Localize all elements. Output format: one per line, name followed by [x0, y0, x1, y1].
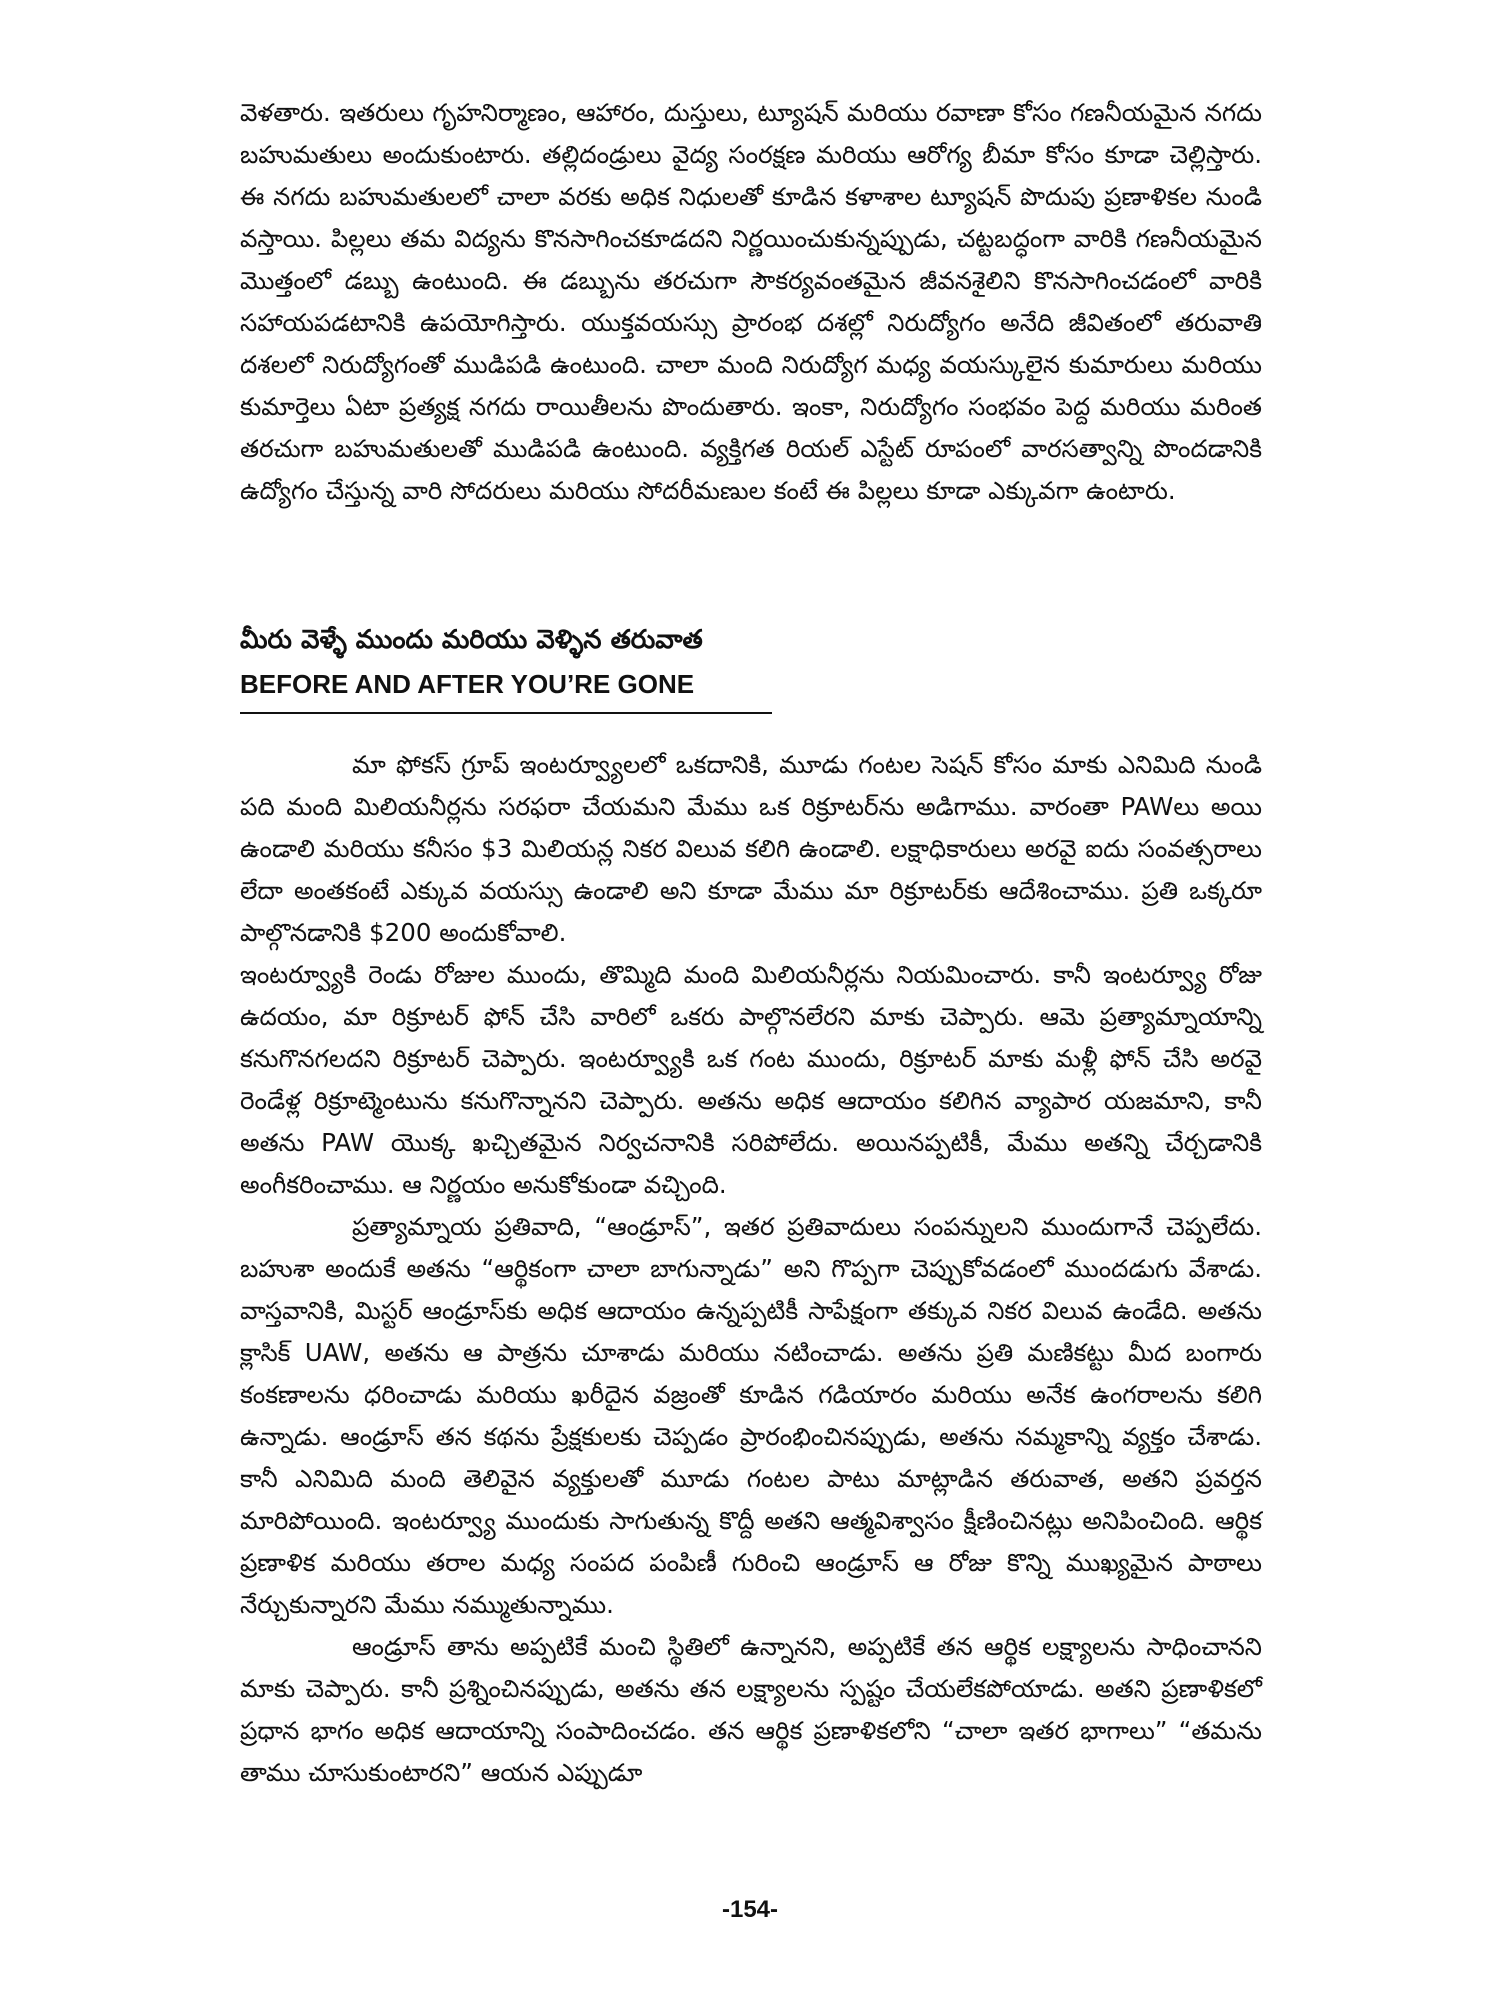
intro-block — [240, 92, 1262, 512]
intro-paragraph: వెళతారు. ఇతరులు గృహనిర్మాణం, ఆహారం, దుస్తులు, ట్యూషన్ మరియు రవాణా కోసం గణనీయమైన నగదు బహుమతులు అందుకుంటారు. తల్లిదండ్రులు వైద్య సంరక్షణ మరియు ఆరోగ్య బీమా కోసం కూడా చెల్లిస్తారు. ఈ నగదు బహుమతులలో చాలా వరకు అధిక నిధులతో కూడిన కళాశాల ట్యూషన్ పొదుపు ప్రణాళికల నుండి వస్తాయి. పిల్లలు తమ విద్యను కొనసాగించకూడదని నిర్ణయించుకున్నప్పుడు, చట్టబద్ధంగా వారికి గణనీయమైన మొత్తంలో డబ్బు ఉంటుంది. ఈ డబ్బును తరచుగా సౌకర్యవంతమైన జీవనశైలిని కొనసాగించడంలో వారికి సహాయపడటానికి ఉపయోగిస్తారు. యుక్తవయస్సు ప్రారంభ దశల్లో నిరుద్యోగం అనేది జీవితంలో తరువాతి దశలలో నిరుద్యోగంతో ముడిపడి ఉంటుంది. చాలా మంది నిరుద్యోగ మధ్య వయస్కులైన కుమారులు మరియు కుమార్తెలు ఏటా ప్రత్యక్ష నగదు రాయితీలను పొందుతారు. ఇంకా, నిరుద్యోగం సంభవం పెద్ద మరియు మరింత తరచుగా బహుమతులతో ముడిపడి ఉంటుంది. వ్యక్తిగత రియల్ ఎస్టేట్ రూపంలో వారసత్వాన్ని పొందడానికి ఉద్యోగం చేస్తున్న వారి సోదరులు మరియు సోదరీమణుల కంటే ఈ పిల్లలు కూడా ఎక్కువగా ఉంటారు. — [240, 98, 1262, 505]
page-number: -154- — [721, 1896, 779, 1923]
body-paragraph: ప్రత్యామ్నాయ ప్రతివాది, “ఆండ్రూస్”, ఇతర ప్రతివాదులు సంపన్నులని ముందుగానే చెప్పలేదు. బహుశా అందుకే అతను “ఆర్థికంగా చాలా బాగున్నాడు” అని గొప్పగా చెప్పుకోవడంలో ముందడుగు వేశాడు. వాస్తవానికి, మిస్టర్ ఆండ్రూస్‌కు అధిక ఆదాయం ఉన్నప్పటికీ సాపేక్షంగా తక్కువ నికర విలువ ఉండేది. అతను క్లాసిక్ UAW, అతను ఆ పాత్రను చూశాడు మరియు నటించాడు. అతను ప్రతి మణికట్టు మీద బంగారు కంకణాలను ధరించాడు మరియు ఖరీదైన వజ్రంతో కూడిన గడియారం మరియు అనేక ఉంగరాలను కలిగి ఉన్నాడు. ఆండ్రూస్ తన కథను ప్రేక్షకులకు చెప్పడం ప్రారంభించినప్పుడు, అతను నమ్మకాన్ని వ్యక్తం చేశాడు. కానీ ఎనిమిది మంది తెలివైన వ్యక్తులతో మూడు గంటల పాటు మాట్లాడిన తరువాత, అతని ప్రవర్తన మారిపోయింది. ఇంటర్వ్యూ ముందుకు సాగుతున్న కొద్దీ అతని ఆత్మవిశ్వాసం క్షీణించినట్లు అనిపించింది. ఆర్థిక ప్రణాళిక మరియు తరాల మధ్య సంపద పంపిణీ గురించి ఆండ్రూస్ ఆ రోజు కొన్ని ముఖ్యమైన పాఠాలు నేర్చుకున్నారని మేము నమ్ముతున్నాము. — [240, 1212, 1262, 1619]
section-title-english: BEFORE AND AFTER YOU’RE GONE — [240, 669, 695, 699]
body-block — [240, 744, 1262, 1794]
body-paragraph: ఆండ్రూస్ తాను అప్పటికే మంచి స్థితిలో ఉన్నానని, అప్పటికే తన ఆర్థిక లక్ష్యాలను సాధించానని మాకు చెప్పారు. కానీ ప్రశ్నించినప్పుడు, అతను తన లక్ష్యాలను స్పష్టం చేయలేకపోయాడు. అతని ప్రణాళికలో ప్రధాన భాగం అధిక ఆదాయాన్ని సంపాదించడం. తన ఆర్థిక ప్రణాళికలోని “చాలా ఇతర భాగాలు” “తమను తాము చూసుకుంటారని” ఆయన ఎప్పుడూ — [240, 1632, 1262, 1787]
section-title-underline — [240, 712, 772, 714]
body-paragraph: మా ఫోకస్ గ్రూప్ ఇంటర్వ్యూలలో ఒకదానికి, మూడు గంటల సెషన్ కోసం మాకు ఎనిమిది నుండి పది మంది మిలియనీర్లను సరఫరా చేయమని మేము ఒక రిక్రూటర్‌ను అడిగాము. వారంతా PAWలు అయి ఉండాలి మరియు కనీసం $3 మిలియన్ల నికర విలువ కలిగి ఉండాలి. లక్షాధికారులు అరవై ఐదు సంవత్సరాలు లేదా అంతకంటే ఎక్కువ వయస్సు ఉండాలి అని కూడా మేము మా రిక్రూటర్‌కు ఆదేశించాము. ప్రతి ఒక్కరూ పాల్గొనడానికి $200 అందుకోవాలి. — [240, 750, 1262, 947]
section-title-telugu: మీరు వెళ్ళే ముందు మరియు వెళ్ళిన తరువాత — [240, 625, 703, 655]
body-paragraph: ఇంటర్వ్యూకి రెండు రోజుల ముందు, తొమ్మిది మంది మిలియనీర్లను నియమించారు. కానీ ఇంటర్వ్యూ రోజు ఉదయం, మా రిక్రూటర్ ఫోన్ చేసి వారిలో ఒకరు పాల్గొనలేరని మాకు చెప్పారు. ఆమె ప్రత్యామ్నాయాన్ని కనుగొనగలదని రిక్రూటర్ చెప్పారు. ఇంటర్వ్యూకి ఒక గంట ముందు, రిక్రూటర్ మాకు మళ్లీ ఫోన్ చేసి అరవై రెండేళ్ల రిక్రూట్మెంటును కనుగొన్నానని చెప్పారు. అతను అధిక ఆదాయం కలిగిన వ్యాపార యజమాని, కానీ అతను PAW యొక్క ఖచ్చితమైన నిర్వచనానికి సరిపోలేదు. అయినప్పటికీ, మేము అతన్ని చేర్చడానికి అంగీకరించాము. ఆ నిర్ణయం అనుకోకుండా వచ్చింది. — [240, 960, 1262, 1199]
